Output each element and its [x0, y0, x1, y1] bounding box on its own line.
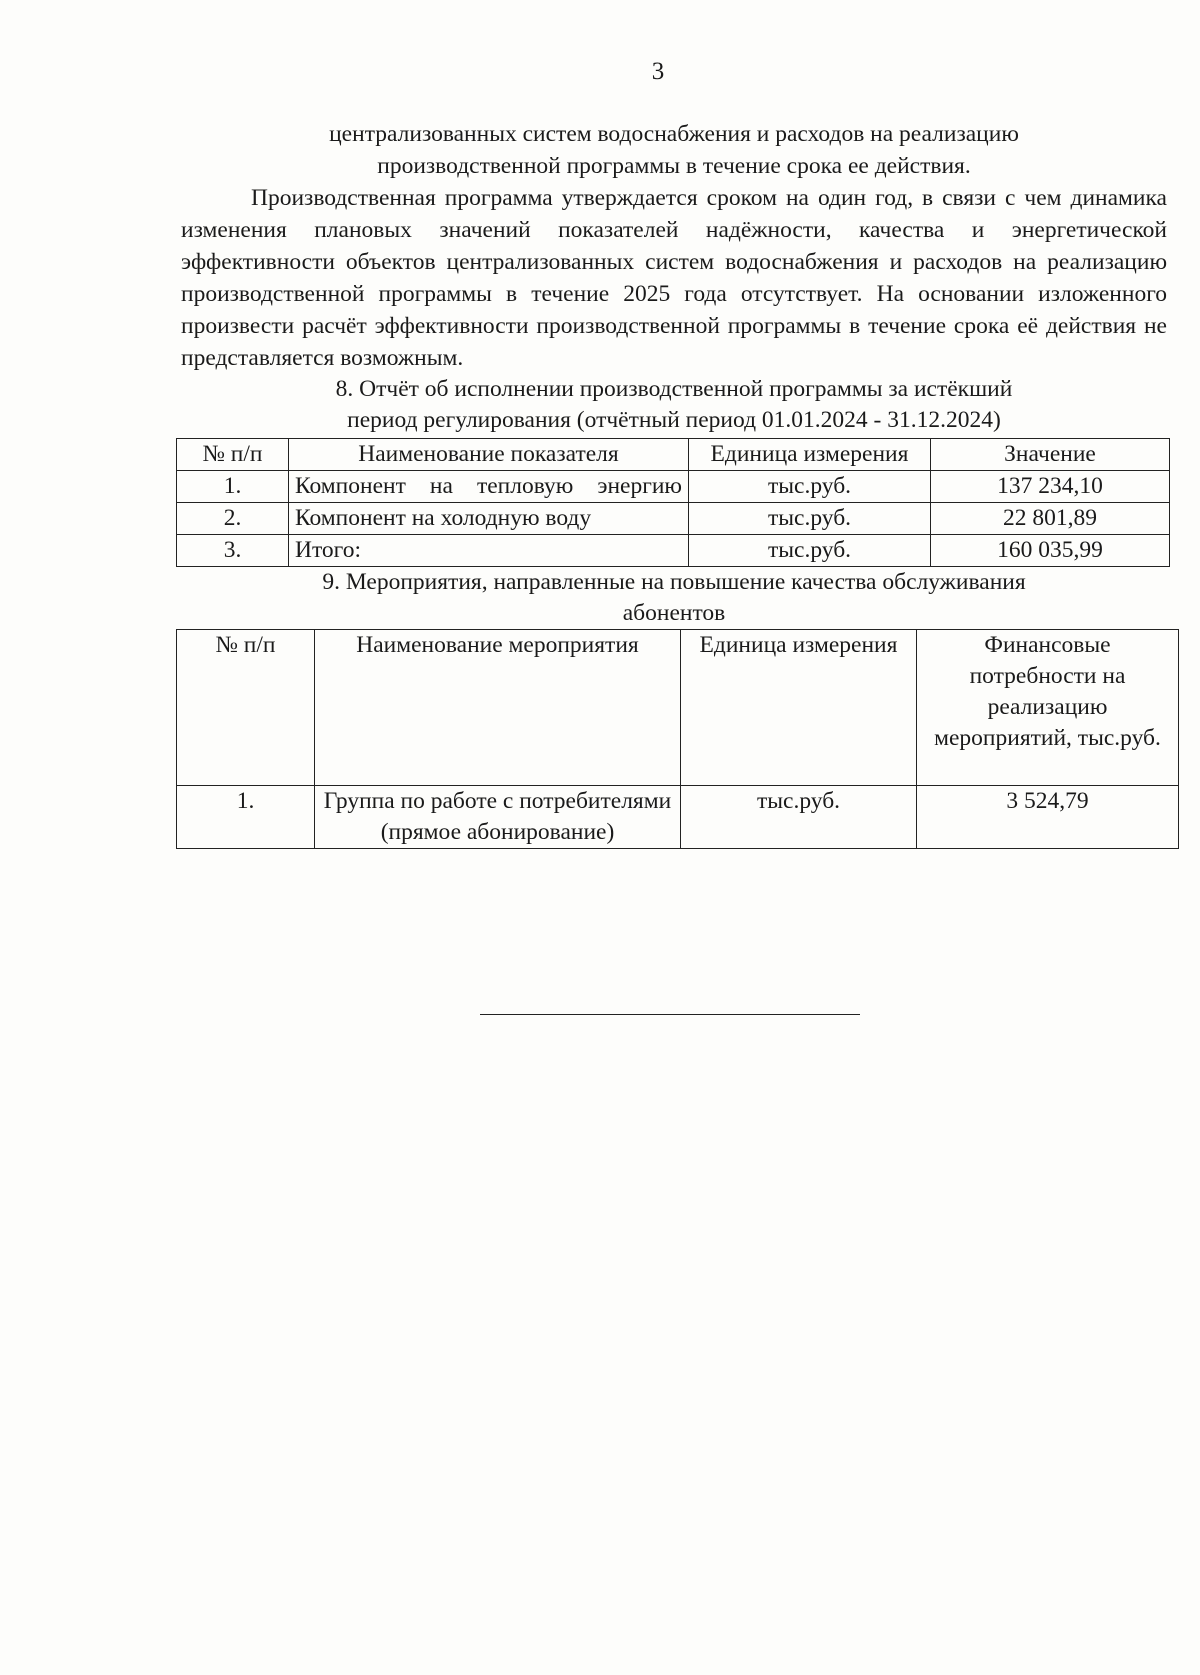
table-header-row — [177, 439, 1170, 471]
table-row — [177, 503, 1170, 535]
header-num: № п/п — [177, 439, 289, 471]
header-value: Финансовые потребности на реализацию мероприятий, тыс.руб. — [917, 630, 1179, 786]
row-unit: тыс.руб. — [689, 535, 931, 567]
measures-table — [176, 629, 1179, 849]
row-value: 3 524,79 — [917, 786, 1179, 849]
header-value: Значение — [931, 439, 1170, 471]
row-value: 137 234,10 — [931, 471, 1170, 503]
page-number: 3 — [651, 58, 665, 85]
row-num: 2. — [177, 503, 289, 535]
section8-title-line-1: 8. Отчёт об исполнении производственной программы за истёкший — [335, 376, 1013, 402]
table-row — [177, 786, 1179, 849]
header-num: № п/п — [177, 630, 315, 786]
header-unit: Единица измерения — [689, 439, 931, 471]
row-num: 1. — [177, 471, 289, 503]
row-name: Группа по работе с потребителями (прямое абонирование) — [315, 786, 681, 849]
table-row — [177, 535, 1170, 567]
section9-title-line-1: 9. Мероприятия, направленные на повышение качества обслуживания — [322, 569, 1026, 595]
table-header-row — [177, 630, 1179, 786]
document-body — [181, 118, 1167, 849]
intro-line-1: централизованных систем водоснабжения и расходов на реализацию — [329, 121, 1019, 147]
row-unit: тыс.руб. — [681, 786, 917, 849]
intro-line-2: производственной программы в течение срока ее действия. — [377, 153, 971, 179]
section9-title-line-2: абонентов — [622, 600, 726, 626]
row-unit: тыс.руб. — [689, 503, 931, 535]
report-table — [176, 438, 1170, 567]
row-value: 22 801,89 — [931, 503, 1170, 535]
section8-title-line-2: период регулирования (отчётный период 01.01.2024 - 31.12.2024) — [347, 407, 1001, 433]
header-name: Наименование мероприятия — [315, 630, 681, 786]
row-num: 1. — [177, 786, 315, 849]
row-name: Компонент на тепловую энергию — [289, 471, 689, 503]
row-name: Итого: — [289, 535, 689, 567]
header-name: Наименование показателя — [289, 439, 689, 471]
row-num: 3. — [177, 535, 289, 567]
end-divider — [480, 1014, 860, 1015]
row-unit: тыс.руб. — [689, 471, 931, 503]
table-row — [177, 471, 1170, 503]
header-unit: Единица измерения — [681, 630, 917, 786]
row-name: Компонент на холодную воду — [289, 503, 689, 535]
main-paragraph: Производственная программа утверждается сроком на один год, в связи с чем динамика изменения плановых значений показателей надёжности, качества и энергетической эффективности объектов централизованных систем водоснабжения и расходов на реализацию производственной программы в течение 2025 года отсутствует. На основании изложенного произвести расчёт эффективности производственной программы в течение срока её действия не представляется возможным. — [181, 185, 1167, 371]
row-value: 160 035,99 — [931, 535, 1170, 567]
